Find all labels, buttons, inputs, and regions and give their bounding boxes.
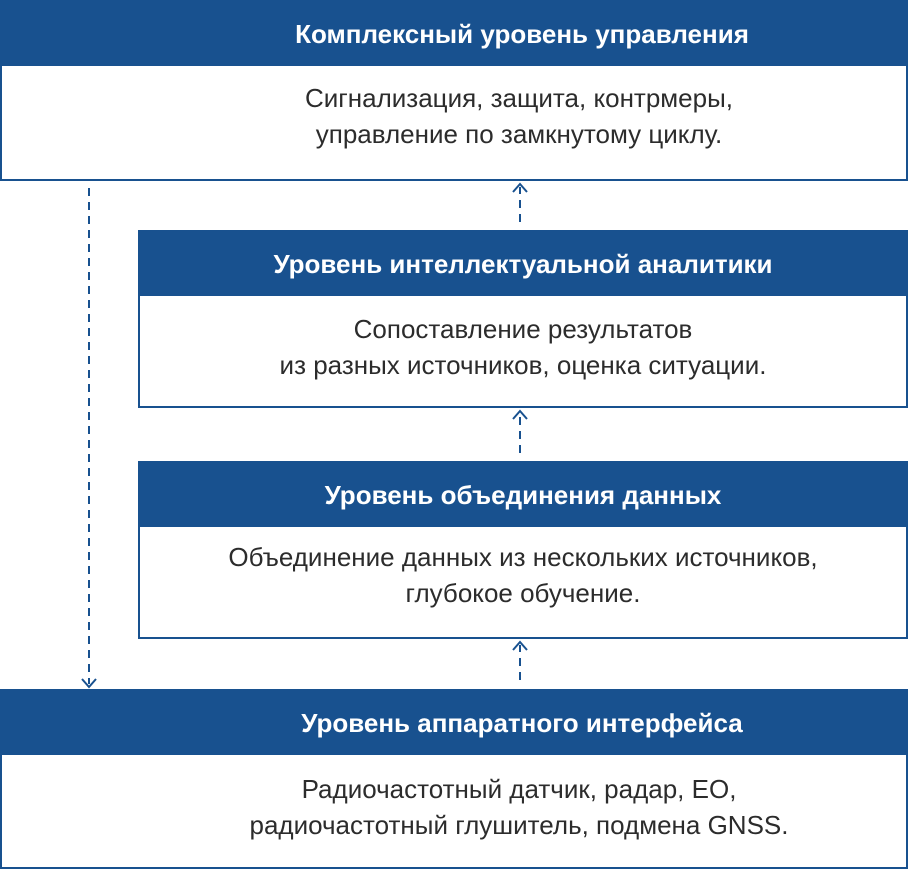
level-title: Комплексный уровень управления [2, 2, 906, 66]
description-line: из разных источников, оценка ситуации. [279, 350, 767, 380]
description-line: Сигнализация, защита, контрмеры, [305, 82, 733, 113]
description-line: радиочастотный глушитель, подмена GNSS. [249, 810, 789, 840]
level-title: Уровень объединения данных [140, 463, 906, 527]
description-line: глубокое обучение. [405, 578, 641, 608]
level-title: Уровень аппаратного интерфейса [2, 691, 906, 755]
description-line: Объединение данных из нескольких источников, [228, 542, 818, 572]
level-title: Уровень интеллектуальной аналитики [140, 232, 906, 296]
description-line: Радиочастотный датчик, радар, ЕО, [301, 774, 737, 804]
description-line: управление по замкнутому циклу. [315, 118, 723, 149]
description-line: Сопоставление результатов [353, 314, 693, 344]
